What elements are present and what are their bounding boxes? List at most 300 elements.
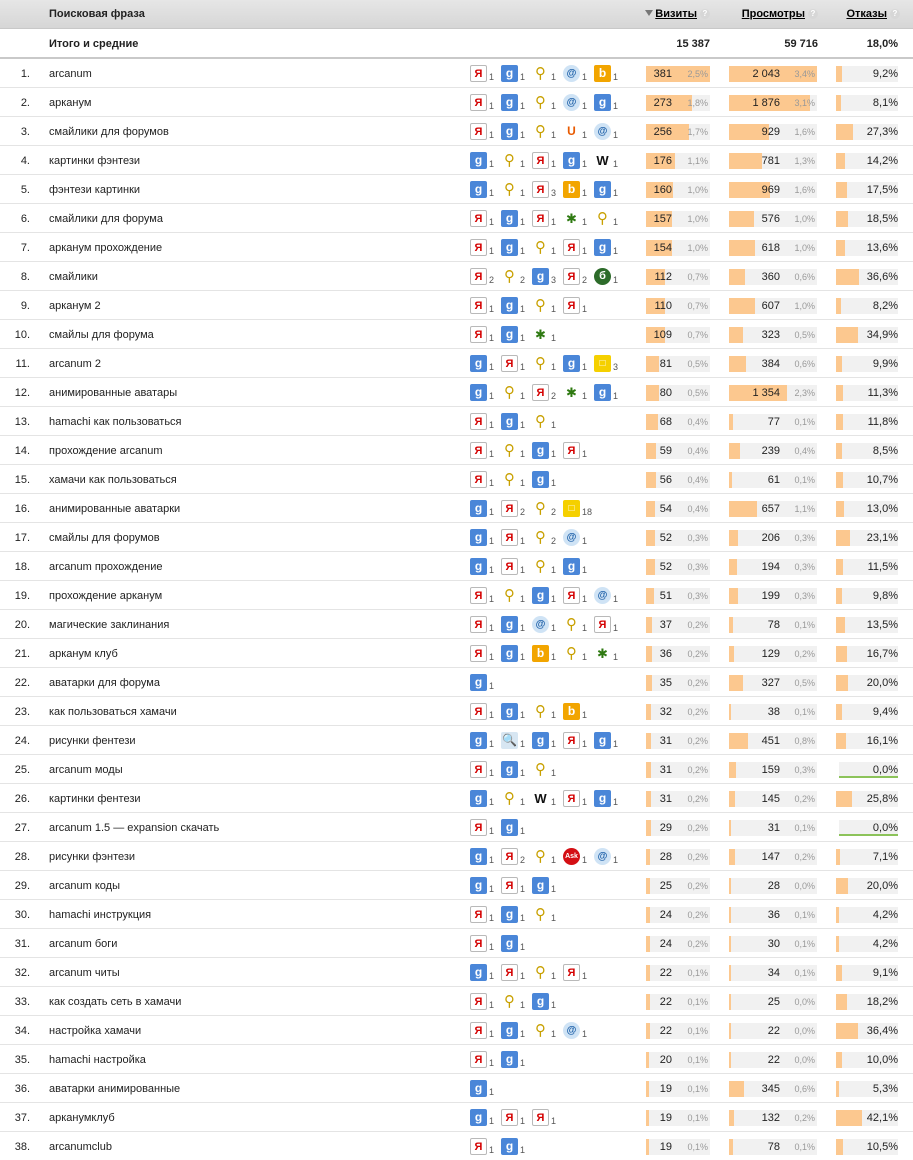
engine-item[interactable] bbox=[563, 586, 594, 606]
engine-item[interactable] bbox=[470, 122, 501, 142]
yandex-icon: Я bbox=[470, 413, 487, 430]
bounce-cell bbox=[836, 878, 898, 894]
views-cell bbox=[729, 617, 817, 633]
views-cell-value: 618 bbox=[761, 242, 780, 254]
visits-cell-value: 80 bbox=[659, 387, 672, 399]
bar-fill bbox=[729, 994, 731, 1010]
rambler-icon: @ bbox=[594, 123, 611, 140]
engine-item[interactable] bbox=[532, 905, 563, 925]
engine-item[interactable] bbox=[563, 644, 594, 664]
engine-item[interactable] bbox=[594, 615, 625, 635]
bounce-cell bbox=[836, 994, 898, 1010]
bounce-cell-value: 36,6% bbox=[866, 271, 898, 283]
engine-item[interactable] bbox=[563, 731, 594, 751]
engine-item[interactable] bbox=[501, 1137, 532, 1157]
engine-item[interactable] bbox=[470, 383, 501, 403]
engine-item[interactable] bbox=[470, 760, 501, 780]
views-cell bbox=[729, 559, 817, 575]
engine-item[interactable] bbox=[563, 383, 594, 403]
visits-cell-value: 273 bbox=[653, 97, 672, 109]
engine-item[interactable] bbox=[501, 267, 532, 287]
engine-count: 1 bbox=[489, 565, 495, 575]
engine-item[interactable] bbox=[470, 1021, 501, 1041]
search-phrase: анимированные аватары bbox=[49, 387, 178, 399]
bar-fill bbox=[646, 588, 654, 604]
engine-item[interactable] bbox=[501, 818, 532, 838]
bounce-cell-value: 13,5% bbox=[866, 619, 898, 631]
engine-item[interactable] bbox=[563, 209, 594, 229]
engine-item[interactable] bbox=[563, 1021, 594, 1041]
engine-count: 1 bbox=[489, 652, 495, 662]
engine-item[interactable] bbox=[470, 412, 501, 432]
bounce-cell-value: 5,3% bbox=[872, 1083, 898, 1095]
engine-item[interactable] bbox=[501, 760, 532, 780]
engine-item[interactable] bbox=[594, 789, 625, 809]
row-number: 31. bbox=[14, 938, 30, 950]
bounce-cell-value: 4,2% bbox=[872, 938, 898, 950]
engine-item[interactable] bbox=[532, 528, 563, 548]
visits-cell bbox=[646, 356, 710, 372]
search-phrase: хамачи как пользоваться bbox=[49, 474, 177, 486]
engine-count: 1 bbox=[520, 1058, 526, 1068]
google-icon: g bbox=[501, 413, 518, 430]
nigma-icon: ✱ bbox=[566, 385, 577, 400]
row-number: 5. bbox=[20, 184, 30, 196]
engine-item[interactable] bbox=[532, 383, 563, 403]
views-cell bbox=[729, 385, 817, 401]
engine-item[interactable] bbox=[563, 702, 594, 722]
engine-item[interactable] bbox=[563, 963, 594, 983]
engine-item[interactable] bbox=[470, 644, 501, 664]
engine-item[interactable] bbox=[501, 296, 532, 316]
google-icon: g bbox=[532, 268, 549, 285]
engine-item[interactable] bbox=[470, 499, 501, 519]
engine-item[interactable] bbox=[501, 238, 532, 258]
search-phrase: арканум bbox=[49, 97, 92, 109]
google-icon: g bbox=[501, 1051, 518, 1068]
engine-item[interactable] bbox=[470, 1108, 501, 1128]
bar-fill bbox=[646, 965, 650, 981]
views-cell bbox=[729, 95, 817, 111]
engine-item[interactable] bbox=[563, 441, 594, 461]
views-cell-percent: 3,1% bbox=[794, 98, 815, 108]
bar-fill bbox=[729, 414, 733, 430]
engine-item[interactable] bbox=[470, 934, 501, 954]
engine-item[interactable] bbox=[501, 180, 532, 200]
bar-fill bbox=[646, 878, 650, 894]
engine-count: 1 bbox=[520, 971, 526, 981]
engine-item[interactable] bbox=[470, 789, 501, 809]
engine-item[interactable] bbox=[532, 963, 563, 983]
bounce-cell bbox=[836, 646, 898, 662]
engine-item[interactable] bbox=[594, 93, 625, 113]
engine-item[interactable] bbox=[563, 499, 594, 519]
bounce-cell bbox=[836, 1110, 898, 1126]
bar-fill bbox=[836, 414, 843, 430]
engine-item[interactable] bbox=[501, 615, 532, 635]
engine-item[interactable] bbox=[532, 296, 563, 316]
bar-fill bbox=[729, 1081, 744, 1097]
engine-item[interactable] bbox=[501, 1108, 532, 1128]
engine-item[interactable] bbox=[532, 470, 563, 490]
engine-count: 1 bbox=[489, 942, 495, 952]
engine-item[interactable] bbox=[594, 731, 625, 751]
row-number: 17. bbox=[14, 532, 30, 544]
engine-item[interactable] bbox=[594, 151, 625, 171]
engine-item[interactable] bbox=[594, 209, 625, 229]
engine-item[interactable] bbox=[470, 296, 501, 316]
table-row bbox=[0, 639, 913, 668]
engine-item[interactable] bbox=[501, 325, 532, 345]
engine-item[interactable] bbox=[532, 876, 563, 896]
engine-count: 1 bbox=[582, 159, 588, 169]
engine-item[interactable] bbox=[501, 499, 532, 519]
google-icon: g bbox=[532, 587, 549, 604]
engine-count: 1 bbox=[520, 391, 526, 401]
engine-item[interactable] bbox=[532, 354, 563, 374]
bounce-cell bbox=[836, 327, 898, 343]
engine-count: 1 bbox=[489, 1000, 495, 1010]
engine-item[interactable] bbox=[594, 644, 625, 664]
search-phrase: арканум 2 bbox=[49, 300, 101, 312]
search-engines bbox=[470, 644, 625, 664]
yandex-icon: Я bbox=[470, 123, 487, 140]
engine-item[interactable] bbox=[470, 905, 501, 925]
visits-cell-percent: 0,2% bbox=[687, 794, 708, 804]
engine-item[interactable] bbox=[501, 528, 532, 548]
engine-item[interactable] bbox=[563, 93, 594, 113]
engine-item[interactable] bbox=[563, 64, 594, 84]
engine-item[interactable] bbox=[532, 1108, 563, 1128]
views-cell bbox=[729, 472, 817, 488]
engine-item[interactable] bbox=[501, 441, 532, 461]
engine-item[interactable] bbox=[501, 151, 532, 171]
row-number: 12. bbox=[14, 387, 30, 399]
engine-item[interactable] bbox=[532, 847, 563, 867]
bounce-cell-value: 17,5% bbox=[866, 184, 898, 196]
engine-item[interactable] bbox=[594, 586, 625, 606]
help-icon[interactable]: ? bbox=[808, 9, 818, 19]
engine-item[interactable] bbox=[532, 151, 563, 171]
bounce-cell-value: 34,9% bbox=[866, 329, 898, 341]
visits-cell-value: 29 bbox=[659, 822, 672, 834]
engine-item[interactable] bbox=[501, 122, 532, 142]
engine-item[interactable] bbox=[532, 760, 563, 780]
engine-count: 1 bbox=[582, 246, 588, 256]
engine-item[interactable] bbox=[563, 557, 594, 577]
engine-item[interactable] bbox=[532, 1021, 563, 1041]
engine-item[interactable] bbox=[501, 64, 532, 84]
engine-item[interactable] bbox=[501, 731, 532, 751]
google-icon: g bbox=[532, 442, 549, 459]
engine-item[interactable] bbox=[470, 963, 501, 983]
engine-item[interactable] bbox=[532, 267, 563, 287]
search-engines bbox=[470, 1050, 532, 1070]
engine-item[interactable] bbox=[501, 354, 532, 374]
engine-item[interactable] bbox=[532, 412, 563, 432]
engine-count: 1 bbox=[489, 1087, 495, 1097]
engine-item[interactable] bbox=[501, 934, 532, 954]
bounce-cell-value: 10,7% bbox=[866, 474, 898, 486]
row-number: 8. bbox=[20, 271, 30, 283]
engine-item[interactable] bbox=[532, 557, 563, 577]
engine-item[interactable] bbox=[532, 702, 563, 722]
engine-item[interactable] bbox=[470, 209, 501, 229]
engine-item[interactable] bbox=[501, 209, 532, 229]
visits-cell-percent: 0,2% bbox=[687, 620, 708, 630]
engine-item[interactable] bbox=[563, 151, 594, 171]
visits-cell-value: 25 bbox=[659, 880, 672, 892]
engine-item[interactable] bbox=[501, 702, 532, 722]
engine-item[interactable] bbox=[501, 905, 532, 925]
help-icon[interactable]: ? bbox=[700, 9, 710, 19]
sort-visits-link[interactable]: Визиты bbox=[655, 8, 697, 20]
engine-item[interactable] bbox=[563, 180, 594, 200]
sort-views-link[interactable]: Просмотры bbox=[741, 8, 805, 20]
engine-item[interactable] bbox=[470, 818, 501, 838]
views-cell-value: 969 bbox=[761, 184, 780, 196]
engine-item[interactable] bbox=[532, 180, 563, 200]
engine-item[interactable] bbox=[501, 412, 532, 432]
engine-item[interactable] bbox=[470, 64, 501, 84]
bar-fill bbox=[836, 124, 853, 140]
engine-item[interactable] bbox=[501, 992, 532, 1012]
yandex-icon: Я bbox=[532, 384, 549, 401]
yandex-icon: Я bbox=[501, 558, 518, 575]
engine-item[interactable] bbox=[470, 1050, 501, 1070]
engine-item[interactable] bbox=[501, 963, 532, 983]
engine-item[interactable] bbox=[470, 528, 501, 548]
search-engines bbox=[470, 180, 625, 200]
google-icon: g bbox=[501, 645, 518, 662]
engine-item[interactable] bbox=[501, 1050, 532, 1070]
search-engines bbox=[470, 702, 594, 722]
engine-item[interactable] bbox=[594, 122, 625, 142]
engine-item[interactable] bbox=[563, 354, 594, 374]
engine-item[interactable] bbox=[594, 267, 625, 287]
engine-count: 1 bbox=[489, 130, 495, 140]
engine-count: 2 bbox=[489, 275, 495, 285]
engine-item[interactable] bbox=[501, 644, 532, 664]
google-icon: g bbox=[470, 732, 487, 749]
google-icon: g bbox=[470, 152, 487, 169]
engine-item[interactable] bbox=[532, 64, 563, 84]
engine-item[interactable] bbox=[594, 847, 625, 867]
engine-item[interactable] bbox=[501, 383, 532, 403]
engine-item[interactable] bbox=[532, 789, 563, 809]
engine-item[interactable] bbox=[501, 586, 532, 606]
engine-item[interactable] bbox=[470, 731, 501, 751]
engine-item[interactable] bbox=[563, 296, 594, 316]
bar-fill bbox=[646, 646, 652, 662]
search-engines bbox=[470, 325, 563, 345]
engine-item[interactable] bbox=[532, 238, 563, 258]
views-cell bbox=[729, 1081, 817, 1097]
engine-item[interactable] bbox=[532, 325, 563, 345]
engine-item[interactable] bbox=[501, 1021, 532, 1041]
engine-count: 1 bbox=[489, 420, 495, 430]
yandex-icon: Я bbox=[470, 993, 487, 1010]
views-cell-value: 451 bbox=[761, 735, 780, 747]
engine-item[interactable] bbox=[532, 615, 563, 635]
engine-count: 3 bbox=[613, 362, 619, 372]
google-icon: g bbox=[594, 384, 611, 401]
bar-fill bbox=[729, 530, 738, 546]
engine-item[interactable] bbox=[470, 876, 501, 896]
bar-fill bbox=[646, 530, 655, 546]
bar-fill bbox=[836, 559, 843, 575]
search-phrase: прохождение арканум bbox=[49, 590, 163, 602]
views-cell-value: 576 bbox=[761, 213, 780, 225]
engine-item[interactable] bbox=[470, 180, 501, 200]
table-row bbox=[0, 320, 913, 349]
search-phrase: прохождение arcanum bbox=[49, 445, 163, 457]
engine-item[interactable] bbox=[470, 354, 501, 374]
visits-cell-value: 22 bbox=[659, 1025, 672, 1037]
visits-cell bbox=[646, 530, 710, 546]
table-row bbox=[0, 291, 913, 320]
engine-count: 1 bbox=[551, 246, 557, 256]
views-cell-percent: 1,0% bbox=[794, 243, 815, 253]
engine-item[interactable] bbox=[563, 238, 594, 258]
bar-fill bbox=[729, 849, 735, 865]
bar-fill bbox=[836, 646, 847, 662]
engine-count: 1 bbox=[613, 217, 619, 227]
engine-item[interactable] bbox=[470, 586, 501, 606]
visits-cell-value: 109 bbox=[653, 329, 672, 341]
engine-item[interactable] bbox=[470, 441, 501, 461]
engine-item[interactable] bbox=[470, 847, 501, 867]
google-icon: g bbox=[563, 152, 580, 169]
engine-item[interactable] bbox=[532, 586, 563, 606]
bar-fill bbox=[646, 675, 652, 691]
engine-item[interactable] bbox=[532, 644, 563, 664]
engine-item[interactable] bbox=[563, 267, 594, 287]
visits-cell-percent: 0,1% bbox=[687, 968, 708, 978]
engine-count: 1 bbox=[613, 275, 619, 285]
engine-item[interactable] bbox=[594, 180, 625, 200]
google-icon: g bbox=[563, 558, 580, 575]
engine-item[interactable] bbox=[594, 383, 625, 403]
engine-item[interactable] bbox=[470, 673, 501, 693]
totals-label: Итого и средние bbox=[49, 38, 139, 50]
engine-item[interactable] bbox=[532, 992, 563, 1012]
visits-cell-percent: 1,1% bbox=[687, 156, 708, 166]
visits-cell-percent: 0,4% bbox=[687, 417, 708, 427]
help-icon[interactable]: ? bbox=[890, 9, 900, 19]
engine-item[interactable] bbox=[470, 151, 501, 171]
engine-item[interactable] bbox=[470, 992, 501, 1012]
sort-bounce-link[interactable]: Отказы bbox=[846, 8, 887, 20]
search-phrase: как пользоваться хамачи bbox=[49, 706, 177, 718]
visits-cell-percent: 0,3% bbox=[687, 533, 708, 543]
engine-item[interactable] bbox=[563, 528, 594, 548]
google-icon: g bbox=[470, 384, 487, 401]
engine-item[interactable] bbox=[470, 615, 501, 635]
engine-item[interactable] bbox=[501, 789, 532, 809]
bounce-cell-value: 11,8% bbox=[867, 416, 898, 428]
sort-desc-icon bbox=[645, 10, 653, 16]
bing-icon: b bbox=[532, 645, 549, 662]
engine-count: 1 bbox=[520, 449, 526, 459]
yandex-icon: Я bbox=[563, 297, 580, 314]
engine-item[interactable] bbox=[563, 789, 594, 809]
table-row bbox=[0, 175, 913, 204]
views-cell-percent: 0,4% bbox=[794, 446, 815, 456]
engine-item[interactable] bbox=[501, 847, 532, 867]
engine-count: 1 bbox=[520, 101, 526, 111]
engine-item[interactable] bbox=[532, 93, 563, 113]
table-row bbox=[0, 755, 913, 784]
engine-item[interactable] bbox=[532, 209, 563, 229]
engine-item[interactable] bbox=[470, 1137, 501, 1157]
engine-item[interactable] bbox=[563, 847, 594, 867]
engine-item[interactable] bbox=[470, 1079, 501, 1099]
engine-count: 2 bbox=[520, 855, 526, 865]
engine-item[interactable] bbox=[470, 93, 501, 113]
engine-count: 1 bbox=[520, 1145, 526, 1155]
search-phrase: арканум клуб bbox=[49, 648, 118, 660]
engine-item[interactable] bbox=[563, 615, 594, 635]
engine-item[interactable] bbox=[501, 470, 532, 490]
search-phrase: арканумклуб bbox=[49, 1112, 115, 1124]
engine-item[interactable] bbox=[532, 441, 563, 461]
views-cell-percent: 0,1% bbox=[794, 475, 815, 485]
bounce-cell-value: 16,1% bbox=[866, 735, 898, 747]
engine-item[interactable] bbox=[470, 267, 501, 287]
views-cell-value: 781 bbox=[761, 155, 780, 167]
bar-fill bbox=[836, 240, 845, 256]
engine-item[interactable] bbox=[470, 702, 501, 722]
search-phrase: arcanum моды bbox=[49, 764, 123, 776]
table-row bbox=[0, 1074, 913, 1103]
engine-count: 1 bbox=[582, 594, 588, 604]
ask-icon: Ask bbox=[563, 848, 580, 865]
engine-item[interactable] bbox=[470, 557, 501, 577]
engine-count: 1 bbox=[582, 101, 588, 111]
totals-row bbox=[0, 29, 913, 59]
engine-item[interactable] bbox=[470, 238, 501, 258]
engine-item[interactable] bbox=[563, 122, 594, 142]
engine-count: 1 bbox=[582, 449, 588, 459]
google-icon: g bbox=[501, 239, 518, 256]
engine-item[interactable] bbox=[594, 64, 625, 84]
visits-cell-percent: 1,8% bbox=[687, 98, 708, 108]
engine-count: 1 bbox=[489, 1029, 495, 1039]
engine-count: 1 bbox=[551, 130, 557, 140]
search-engine-icon: ⚲ bbox=[504, 442, 515, 459]
engine-count: 1 bbox=[551, 217, 557, 227]
engine-item[interactable] bbox=[532, 731, 563, 751]
engine-item[interactable] bbox=[532, 499, 563, 519]
engine-item[interactable] bbox=[532, 122, 563, 142]
engine-item[interactable] bbox=[501, 557, 532, 577]
engine-item[interactable] bbox=[501, 93, 532, 113]
bounce-cell-value: 9,9% bbox=[872, 358, 898, 370]
table-row bbox=[0, 88, 913, 117]
engine-item[interactable] bbox=[470, 470, 501, 490]
table-row bbox=[0, 610, 913, 639]
engine-item[interactable] bbox=[594, 354, 625, 374]
yandex-icon: Я bbox=[470, 1022, 487, 1039]
engine-item[interactable] bbox=[501, 876, 532, 896]
engine-item[interactable] bbox=[470, 325, 501, 345]
table-row bbox=[0, 349, 913, 378]
totals-bounce: 18,0% bbox=[866, 38, 898, 50]
bar-fill bbox=[836, 1023, 858, 1039]
google-icon: g bbox=[501, 906, 518, 923]
engine-item[interactable] bbox=[594, 238, 625, 258]
